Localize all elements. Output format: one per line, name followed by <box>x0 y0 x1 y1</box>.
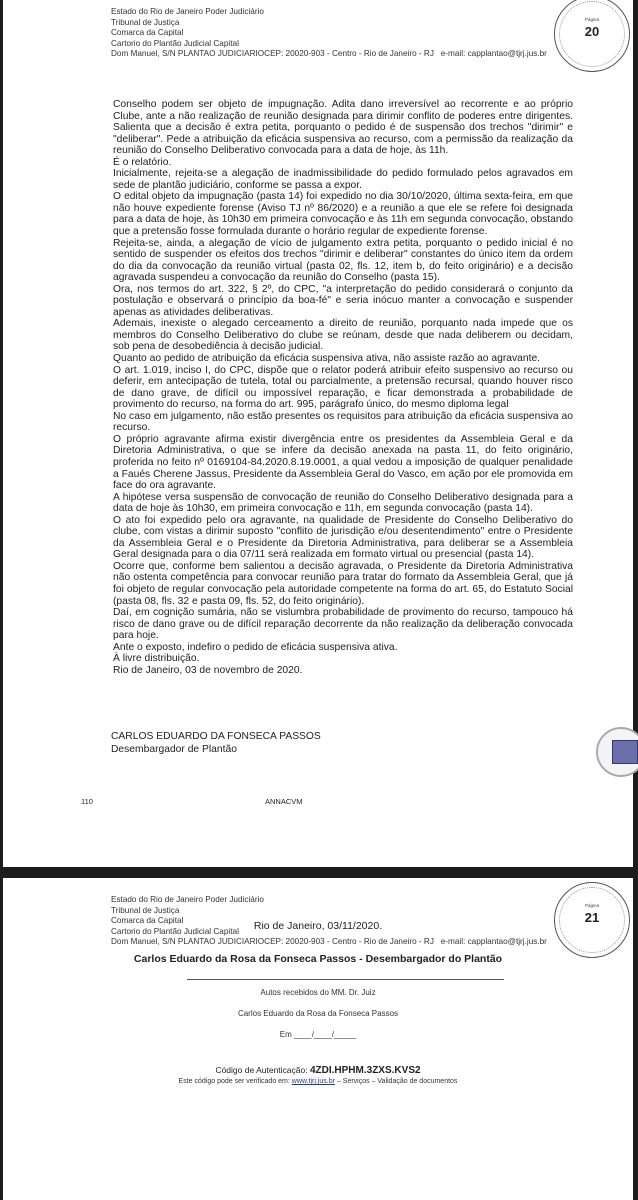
email-text: e-mail: capplantao@tjrj.jus.br <box>440 49 547 59</box>
paragraph: O art. 1.019, inciso I, do CPC, dispõe que o relator poderá atribuir efeito suspensivo ao recurso ou deferir, em antecipação de tutela, total ou parcialmente, a pretensão recursal, quando houver risco de dano grave, de difícil ou impossível reparação, e ficar demonstrada a probabilidade de provimento do recurso, na forma do art. 995, parágrafo único, do mesmo diploma legal <box>113 364 573 411</box>
signature-block <box>111 731 321 756</box>
paragraph: Quanto ao pedido de atribuição da eficácia suspensiva ativa, não assiste razão ao agravante. <box>113 353 541 365</box>
paragraph: O ato foi expedido pelo ora agravante, na qualidade de Presidente do Conselho Deliberativo do clube, com vistas a dirimir suposto "conflito de jurisdição e/ou desentendimento" entre o Presidente da Assembleia Geral e o Presidente da Diretoria Administrativa, para deliberar se a Assembleia Geral designada para o dia 07/11 será realizada em formato virtual ou presencial (pasta 14). <box>113 514 573 561</box>
verify-link[interactable]: www.tjrj.jus.br <box>291 1078 335 1085</box>
received-text: Autos recebidos do MM. Dr. Juiz <box>260 988 376 997</box>
signer-name: CARLOS EDUARDO DA FONSECA PASSOS <box>111 731 321 742</box>
document-page-20 <box>3 0 633 867</box>
document-date: Rio de Janeiro, 03/11/2020. <box>253 920 383 932</box>
signer-role: Desembargador de Plantão <box>111 743 237 755</box>
header-line: Estado do Rio de Janeiro Poder Judiciário <box>111 895 264 904</box>
decision-body <box>113 99 573 676</box>
verify-suffix: – Serviços – Validação de documentos <box>336 1078 458 1085</box>
auth-code-value: 4ZDI.HPHM.3ZXS.KVS2 <box>309 1065 421 1076</box>
stamp-label: Página <box>584 17 599 22</box>
header-line: Cartorio do Plantão Judicial Capital <box>111 38 239 48</box>
address-text: Dom Manuel, S/N PLANTAO JUDICIARIOCEP: 20020-903 - Centro - Rio de Janeiro - RJ <box>111 937 434 947</box>
date-blank-field: Em ____/____/_____ <box>279 1030 357 1039</box>
header-line: Tribunal de Justiça <box>111 905 180 915</box>
header-line: Cartorio do Plantão Judicial Capital <box>111 926 239 936</box>
paragraph: Ante o exposto, indefiro o pedido de eficácia suspensiva ativa. <box>113 641 398 653</box>
paragraph: Conselho podem ser objeto de impugnação. Adita dano irreversível ao recorrente e ao próprio Clube, ante a não realização de reunião designada para dirimir conflito de poderes entre dirigentes. Salienta que a decisão é extra petita, porquanto o pedido é de suspensão dos trechos "dirimir" e "deliberar". Pede a atribuição da eficácia suspensiva ao recurso, com a permissão da realização da reunião do Conselho Deliberativo convocada para a data de hoje, às 11h. <box>113 99 573 157</box>
footer-code: ANNACVM <box>265 797 303 806</box>
paragraph: Ocorre que, conforme bem salientou a decisão agravada, o Presidente da Diretoria Administrativa não ostenta competência para convocar reunião para tratar do formato da Assembleia Geral, que já foi objeto de regular convocação pela autoridade competente na forma do art. 65, do Estatuto Social (pasta 08, fls. 32 e pasta 09, fls. 52, do feito originário). <box>113 560 573 607</box>
header-line: Comarca da Capital <box>111 916 184 926</box>
footer-number: 110 <box>81 797 93 806</box>
auth-label: Código de Autenticação: <box>215 1065 308 1075</box>
verification-note <box>3 1078 633 1085</box>
header-line: Estado do Rio de Janeiro Poder Judiciário <box>111 7 264 16</box>
paragraph: É o relatório. <box>113 156 172 168</box>
page-number-stamp <box>554 0 630 72</box>
paragraph: Inicialmente, rejeita-se a alegação de inadmissibilidade do pedido formulado pelos agravados em sede de plantão judiciário, conforme se passa a expor. <box>113 168 573 191</box>
page-number: 20 <box>584 24 600 39</box>
paragraph: Ademais, inexiste o alegado cerceamento a direito de reunião, porquanto nada impede que os membros do Conselho Deliberativo do clube se reúnam, desde que nada deliberem ou decidam, sob pena de desobediência à decisão judicial. <box>113 318 573 353</box>
judge-title: Carlos Eduardo da Rosa da Fonseca Passos - Desembargador do Plantão <box>133 953 503 965</box>
verify-prefix: Este código pode ser verificado em: <box>178 1078 290 1085</box>
paragraph: Rejeita-se, ainda, a alegação de vício de julgamento extra petita, porquanto o pedido inicial é no sentido de suspender os efeitos dos trechos "dirimir e deliberar" constantes do único item da ordem do dia da convocação da reunião virtual (pasta 02, fls. 12, item b, do feito originário) e a decisão agravada suspendeu a convocação da reunião do Conselho (pasta 15). <box>113 237 573 284</box>
header-line: Comarca da Capital <box>111 28 184 38</box>
paragraph: No caso em julgamento, não estão presentes os requisitos para atribuição da eficácia suspensiva ao recurso. <box>113 410 573 434</box>
header-line: Tribunal de Justiça <box>111 17 180 27</box>
page-number: 21 <box>584 910 600 925</box>
paragraph: O edital objeto da impugnação (pasta 14) foi expedido no dia 30/10/2020, última sexta-feira, em que não houve expediente forense (Aviso TJ nº 86/2020) e a reunião a que ele se refere foi designada para a data de hoje, às 10h30 em primeira convocação e às 11h em segunda convocação, obstando que a pretensão fosse formulada durante o horário regular de expediente forense. <box>113 191 573 238</box>
signature-line <box>187 979 504 980</box>
paragraph: A hipótese versa suspensão de convocação de reunião do Conselho Deliberativo designada para a data de hoje às 10h30, em primeira convocação e 11h, em segunda convocação (pasta 14). <box>113 491 573 515</box>
paragraph: O próprio agravante afirma existir divergência entre os presidentes da Assembleia Geral e da Diretoria Administrativa, o que se infere da decisão anexada na pasta 11, do feito originário, proferida no feito nº 0169104-84.2020.8.19.0001, a qual vedou a imposição de qualquer penalidade a Faués Cherene Jassus, Presidente da Assembleia Geral do Vasco, em ação por ele promovida em face do ora agravante. <box>113 433 573 492</box>
header-address <box>111 937 547 948</box>
paragraph: Daí, em cognição sumária, não se vislumbra probabilidade de provimento do recurso, tampouco há risco de dano grave ou de difícil reparação decorrente da não realização da deliberação convocada para hoje. <box>113 607 573 642</box>
stamp-label: Página <box>584 903 599 908</box>
authentication-code <box>3 1065 633 1076</box>
judge-name: Carlos Eduardo da Rosa da Fonseca Passos <box>237 1009 399 1018</box>
paragraph: Rio de Janeiro, 03 de novembro de 2020. <box>113 664 303 676</box>
address-text: Dom Manuel, S/N PLANTAO JUDICIARIOCEP: 20020-903 - Centro - Rio de Janeiro - RJ <box>111 49 434 59</box>
paragraph: Ora, nos termos do art. 322, § 2º, do CPC, "a interpretação do pedido considerará o conjunto da postulação e observará o princípio da boa-fé" e seria inócuo manter a convocação e suspender apenas as atividades deliberativas. <box>113 283 573 318</box>
document-page-21 <box>3 878 633 1200</box>
digital-signature-seal-icon <box>596 727 638 777</box>
paragraph: À livre distribuição. <box>113 653 200 665</box>
court-header <box>111 7 547 60</box>
header-address <box>111 49 547 60</box>
email-text: e-mail: capplantao@tjrj.jus.br <box>440 937 547 947</box>
